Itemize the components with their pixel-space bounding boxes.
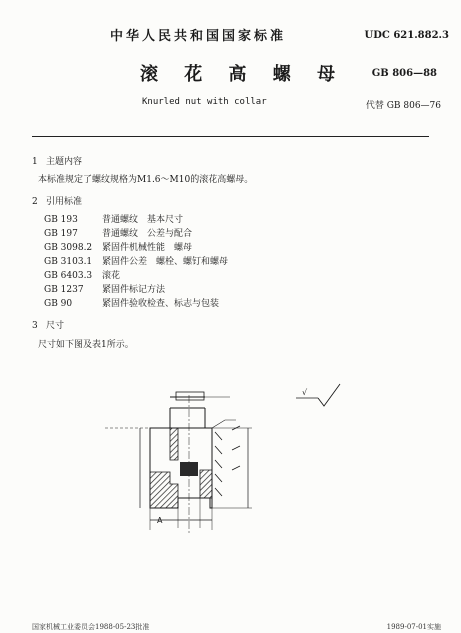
reference-code: GB 3103.1 bbox=[44, 257, 93, 267]
udc-number: UDC 621.882.3 bbox=[364, 30, 449, 41]
section-number: 2 bbox=[32, 197, 38, 207]
dimension-box bbox=[176, 392, 204, 400]
section-1-body: 本标准规定了螺纹规格为M1.6～M10的滚花高螺母。 bbox=[38, 175, 254, 185]
drawing-label-a: A bbox=[157, 516, 163, 525]
leader-line bbox=[212, 420, 236, 428]
reference-title: 紧固件标记方法 bbox=[102, 285, 166, 295]
national-standard-heading: 中华人民共和国国家标准 bbox=[110, 29, 287, 44]
reference-title: 普通螺纹 公差与配合 bbox=[102, 229, 193, 239]
reference-code: GB 1237 bbox=[44, 285, 84, 295]
reference-code: GB 3098.2 bbox=[44, 243, 93, 253]
roughness-symbol bbox=[318, 384, 340, 406]
section-hatching bbox=[200, 470, 212, 498]
effective-date-footer: 1989-07-01实施 bbox=[386, 623, 441, 631]
section-number: 1 bbox=[32, 157, 38, 167]
english-title: Knurled nut with collar bbox=[142, 97, 267, 107]
document-title: 滚 花 高 螺 母 bbox=[140, 64, 346, 85]
reference-code: GB 197 bbox=[44, 229, 78, 239]
section-number: 3 bbox=[32, 321, 38, 331]
reference-title: 紧固件公差 螺栓、螺钉和螺母 bbox=[102, 257, 229, 267]
reference-title: 紧固件机械性能 螺母 bbox=[102, 243, 193, 253]
section-title: 主题内容 bbox=[46, 157, 83, 167]
section-title: 引用标准 bbox=[46, 197, 83, 207]
section-title: 尺寸 bbox=[46, 321, 65, 331]
collar-outline bbox=[170, 408, 205, 428]
reference-title: 滚花 bbox=[102, 271, 121, 281]
reference-code: GB 90 bbox=[44, 299, 73, 309]
section-hatching bbox=[170, 428, 178, 460]
knurl-marks bbox=[232, 426, 240, 470]
gb-number: GB 806—88 bbox=[371, 68, 437, 79]
approval-footer: 国家机械工业委员会1988-05-23批准 bbox=[32, 623, 150, 631]
section-3-body: 尺寸如下图及表1所示。 bbox=[38, 340, 134, 350]
knurl-marks bbox=[215, 432, 222, 496]
thread-section bbox=[180, 462, 198, 476]
roughness-note: √ bbox=[302, 388, 308, 397]
section-hatching bbox=[150, 472, 178, 508]
reference-code: GB 6403.3 bbox=[44, 271, 93, 281]
replaces-note: 代替 GB 806—76 bbox=[365, 101, 441, 111]
reference-code: GB 193 bbox=[44, 215, 78, 225]
reference-title: 紧固件验收检查、标志与包装 bbox=[102, 299, 220, 309]
reference-title: 普通螺纹 基本尺寸 bbox=[102, 215, 184, 225]
